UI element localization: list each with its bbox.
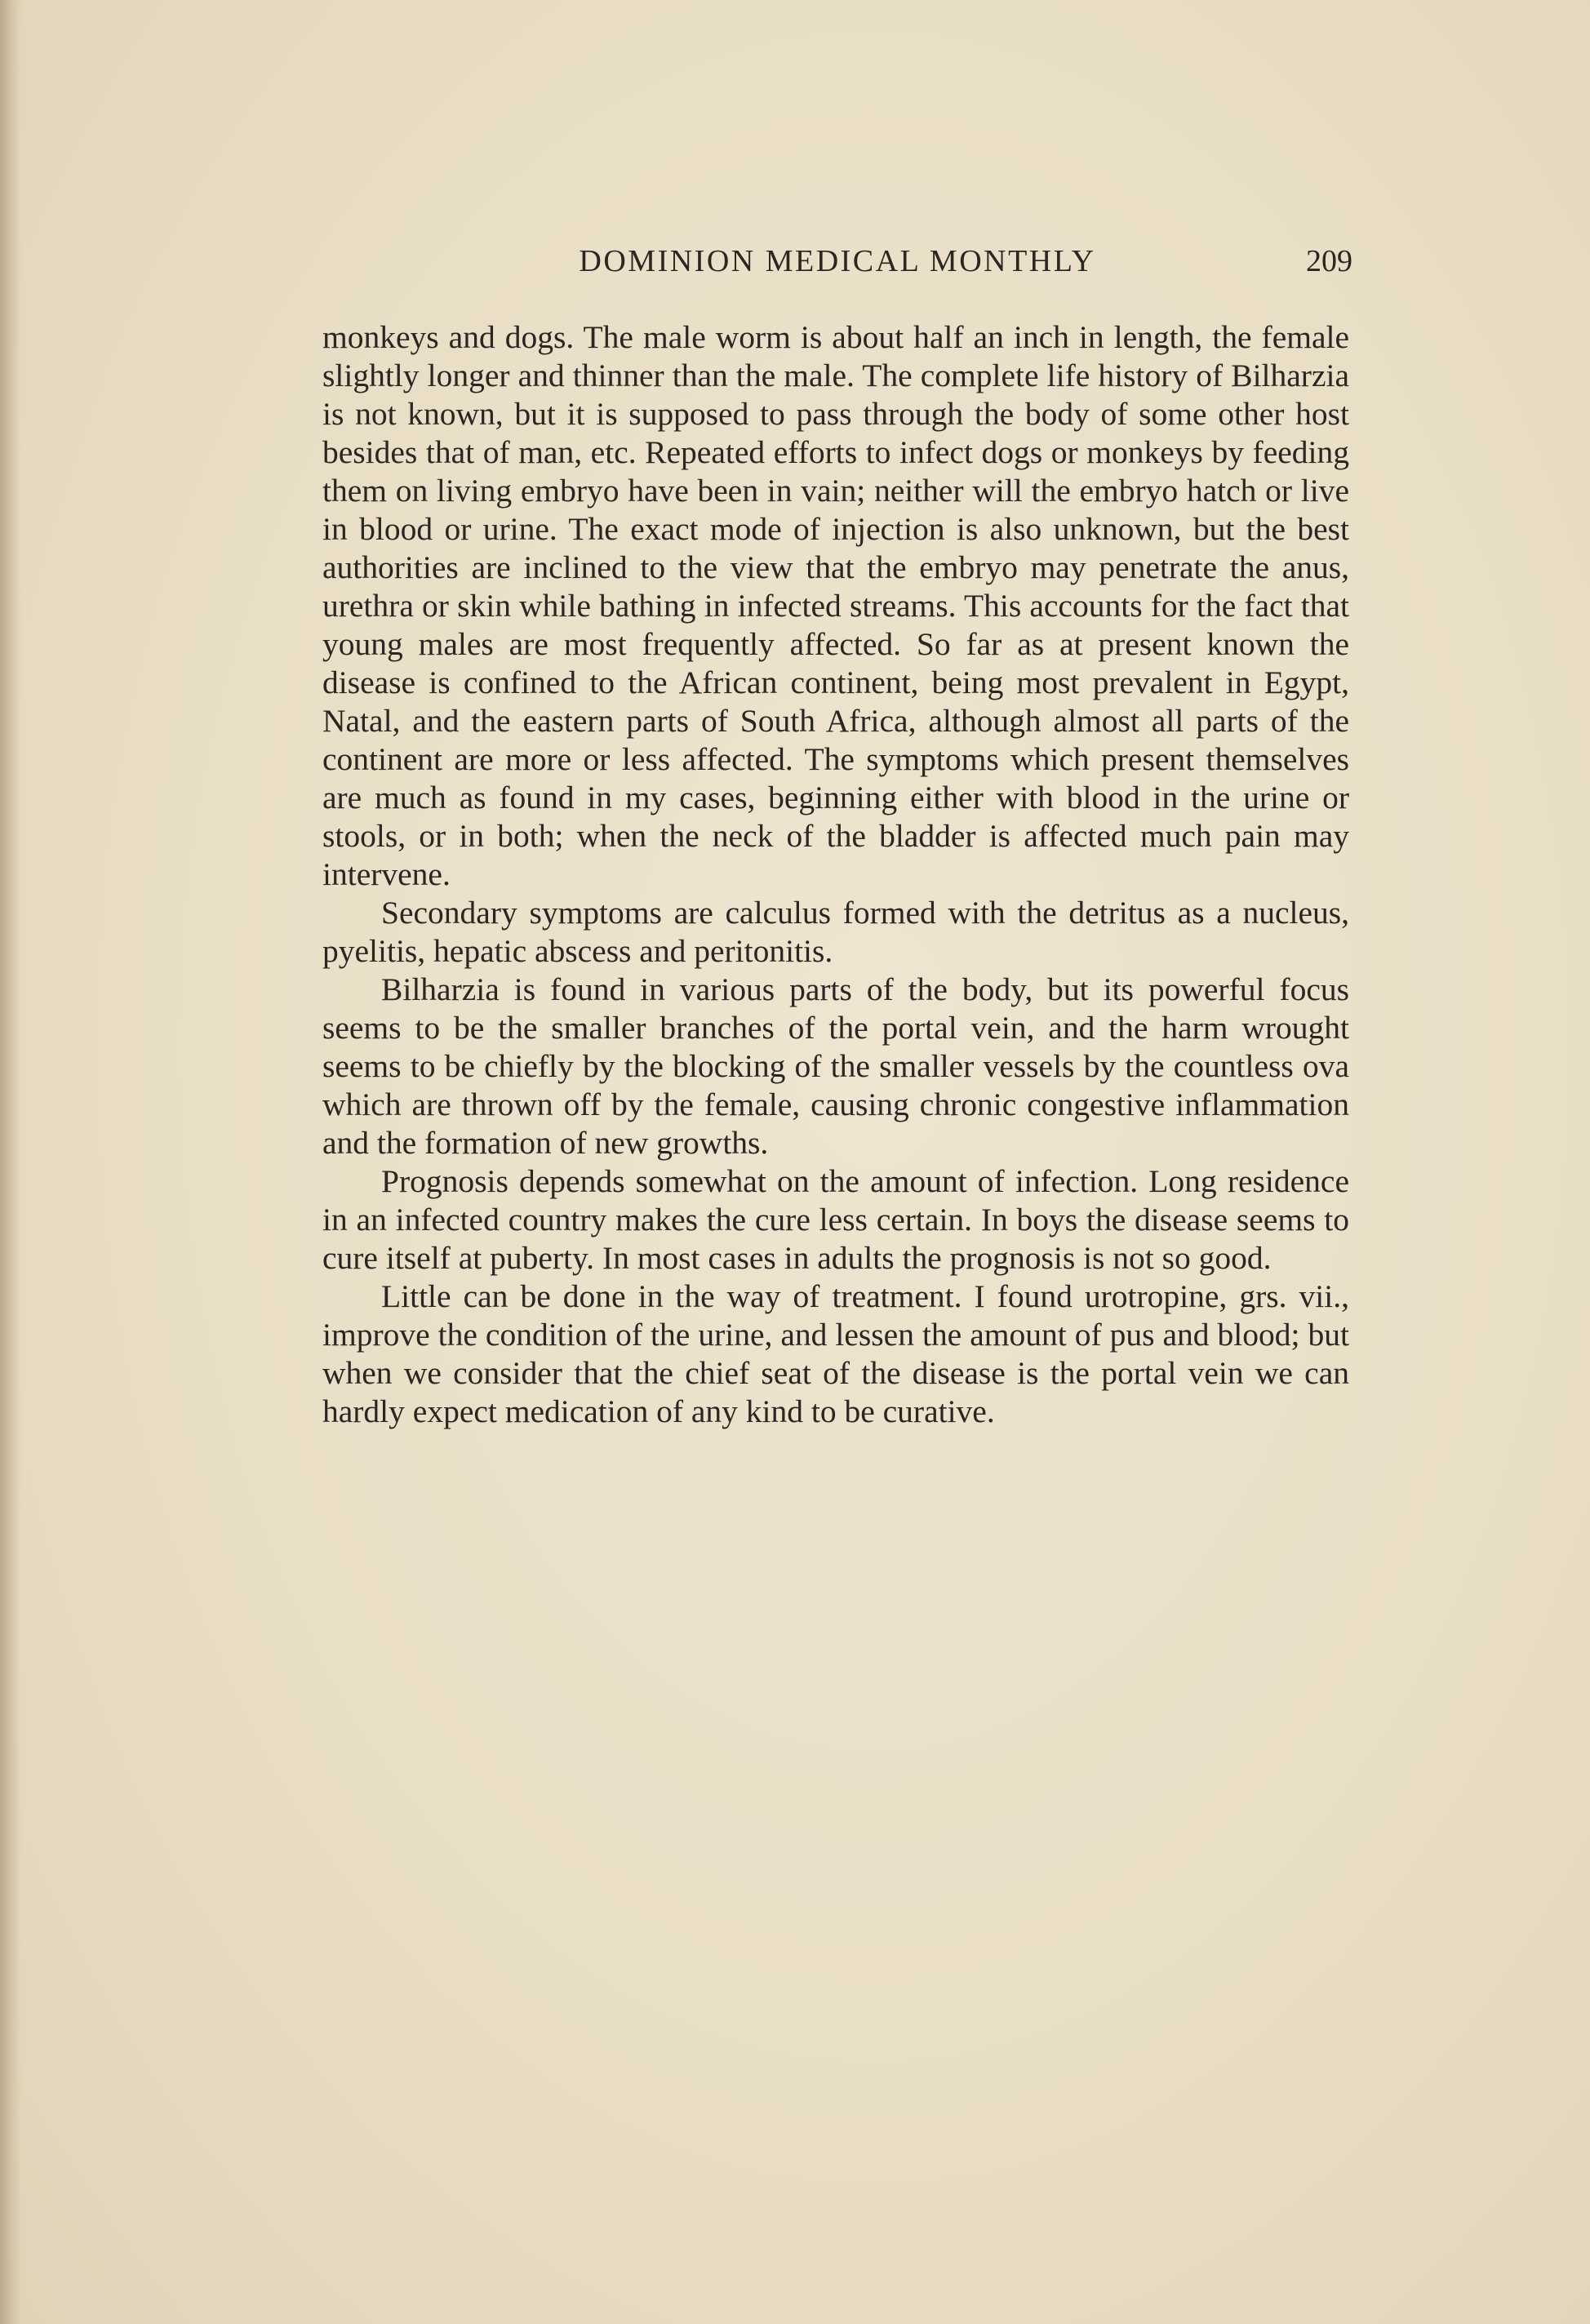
page-number: 209: [1306, 244, 1352, 278]
article-body: [322, 318, 1349, 1431]
page-header: [322, 243, 1352, 292]
paragraph-treatment: Little can be done in the way of treatment. I found urotropine, grs. vii., improve the condition of the urine, and lessen the amount of pus and blood; but when we consider that the chief seat of the disease is the portal vein we can hardly expect medication of any kind to be curative.: [322, 1278, 1349, 1429]
paragraph-prognosis: Prognosis depends somewhat on the amount of infection. Long residence in an infected country makes the cure less certain. In boys the disease seems to cure itself at puberty. In most cases in adults the prognosis is not so good.: [322, 1163, 1349, 1276]
binding-edge: [0, 0, 21, 2324]
paragraph-secondary-symptoms: Secondary symptoms are calculus formed with the detritus as a nucleus, pyelitis, hepatic abscess and peritonitis.: [322, 895, 1349, 969]
paragraph-continuation: monkeys and dogs. The male worm is about half an inch in length, the female slightly longer and thinner than the male. The complete life history of Bilharzia is not known, but it is supposed to pass through the body of some other host besides that of man, etc. Repeated efforts to infect dogs or monkeys by feeding them on living embryo have been in vain; neither will the embryo hatch or live in blood or urine. The exact mode of injection is also unknown, but the best authorities are inclined to the view that the embryo may penetrate the anus, urethra or skin while bathing in infected streams. This accounts for the fact that young males are most frequently affected. So far as at present known the disease is confined to the African continent, being most prevalent in Egypt, Natal, and the eastern parts of South Africa, although almost all parts of the continent are more or less affected. The symptoms which present themselves are much as found in my cases, beginning either with blood in the urine or stools, or in both; when the neck of the bladder is affected much pain may intervene.: [322, 319, 1349, 892]
paragraph-bilharzia-location: Bilharzia is found in various parts of the body, but its powerful focus seems to be the smaller branches of the portal vein, and the harm wrought seems to be chiefly by the blocking of the smaller vessels by the countless ova which are thrown off by the female, causing chronic congestive inflammation and the formation of new growths.: [322, 971, 1349, 1161]
running-title: DOMINION MEDICAL MONTHLY: [579, 244, 1096, 278]
